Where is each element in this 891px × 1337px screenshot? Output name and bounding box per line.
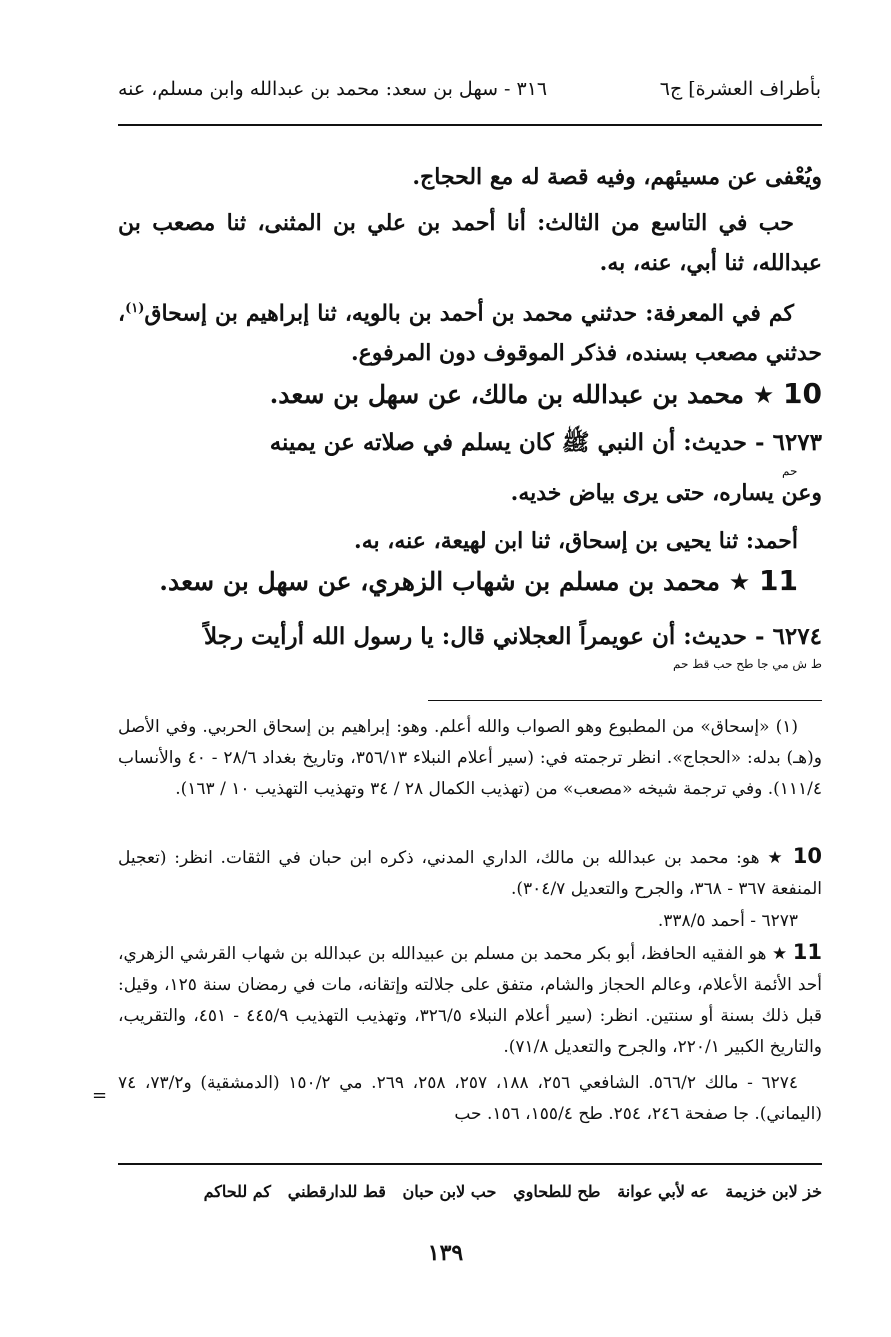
heading-number: 10: [783, 377, 822, 410]
star-icon: ★: [728, 568, 751, 596]
page-number: ١٣٩: [427, 1240, 464, 1266]
heading-text: محمد بن عبدالله بن مالك، عن سهل بن سعد.: [269, 380, 745, 409]
footnote-rule: [428, 700, 822, 701]
heading-number: 11: [759, 564, 798, 597]
continuation-line: ويُعْفى عن مسيئهم، وفيه قصة له مع الحجاج.: [412, 164, 822, 190]
footnote-number: 11: [792, 940, 823, 964]
star-icon: ★: [752, 381, 775, 409]
footnote-number: 10: [792, 844, 823, 868]
footnote-1: (١) «إسحاق» من المطبوع وهو الصواب والله أعلم. وهو: إبراهيم بن إسحاق الحربي. وفي الأصل و(هـ) بدله: «الحجاج». انظر ترجمته في: (سير أعلام النبلاء ٣٥٦/١٣، وتاريخ بغداد ٢٨/٦ - ٤٠ والأنساب ١١١/٤). وفي ترجمة شيخه «مصعب» من (تهذيب الكمال ٢٨ / ٣٤ وتهذيب التهذيب ١٠ / ١٦٣).: [118, 717, 822, 799]
heading-text: محمد بن مسلم بن شهاب الزهري، عن سهل بن سعد.: [159, 567, 721, 596]
hakim-text-cont: ، حدثني مصعب بسنده، فذكر الموقوف دون المرفوع.: [118, 300, 822, 367]
footnote-10: [118, 841, 822, 905]
header-book-part: بأطراف العشرة] ج٦: [659, 78, 821, 100]
bottom-rule: [118, 1163, 822, 1165]
hadith-6273-line1: ٦٢٧٣ - حديث: أن النبي ﷺ كان يسلم في صلاته عن يمينه: [269, 429, 822, 456]
footnote-marker[interactable]: (١): [125, 301, 145, 316]
continuation-mark: =: [92, 1085, 108, 1106]
star-icon: ★: [771, 944, 788, 964]
footnote-text: هو الفقيه الحافظ، أبو بكر محمد بن مسلم بن عبيدالله بن عبدالله بن شهاب القرشي الزهري، أحد الأئمة الأعلام، وعالم الحجاز والشام، متفق على جلالته وإتقانه، مات في رمضان سنة ١٢٥، وقيل: قبل ذلك بسنة أو سنتين. انظر: (سير أعلام النبلاء ٣٢٦/٥، وتهذيب التهذيب ٤٤٥/٩ - ٤٥١، والتقريب، والتاريخ الكبير ٢٢٠/١، والجرح والتعديل ٧١/٨).: [118, 944, 822, 1057]
narrator-heading-11: [118, 561, 798, 602]
hakim-text: كم في المعرفة: حدثني محمد بن أحمد بن بالويه، ثنا إبراهيم بن إسحاق: [144, 300, 794, 327]
narrator-heading-10: [118, 374, 822, 415]
hakim-paragraph: [118, 289, 822, 373]
footnote-11: [118, 937, 822, 1063]
header-topic: ٣١٦ - سهل بن سعد: محمد بن عبدالله وابن مسلم، عنه: [118, 78, 548, 100]
abbreviation-key: خز لابن خزيمة عه لأبي عوانة طح للطحاوي حب لابن حبان قط للدارقطني كم للحاكم: [203, 1182, 822, 1201]
hadith-6273-symbols: حم: [782, 464, 798, 478]
ibn-hibban-paragraph: حب في التاسع من الثالث: أنا أحمد بن علي بن المثنى، ثنا مصعب بن عبدالله، ثنا أبي، عنه، به.: [118, 210, 822, 276]
footnote-text: هو: محمد بن عبدالله بن مالك، الداري المدني، ذكره ابن حبان في الثقات. انظر: (تعجيل المنفعة ٣٦٧ - ٣٦٨، والجرح والتعديل ٣٠٤/٧).: [118, 848, 822, 899]
ahmad-chain: أحمد: ثنا يحيى بن إسحاق، ثنا ابن لهيعة، عنه، به.: [354, 528, 798, 554]
footnote-6274: ٦٢٧٤ - مالك ٥٦٦/٢. الشافعي ٢٥٦، ١٨٨، ٢٥٧، ٢٥٨، ٢٦٩. مي ١٥٠/٢ (الدمشقية) و٧٣/٢، ٧٤ (اليماني). جا صفحة ٢٤٦، ٢٥٤. طح ١٥٥/٤، ١٥٦. حب: [118, 1073, 822, 1124]
footnote-6273: ٦٢٧٣ - أحمد ٣٣٨/٥.: [657, 911, 798, 931]
hadith-6274-symbols: ط ش مي جا طح حب قط حم: [673, 657, 822, 671]
hadith-6273-line2: وعن يساره، حتى يرى بياض خديه.: [510, 480, 822, 506]
star-icon: ★: [767, 848, 786, 868]
header-rule: [118, 124, 822, 126]
running-header: [118, 78, 821, 112]
hadith-6274-line1: ٦٢٧٤ - حديث: أن عويمراً العجلاني قال: يا رسول الله أرأيت رجلاً: [204, 623, 822, 650]
